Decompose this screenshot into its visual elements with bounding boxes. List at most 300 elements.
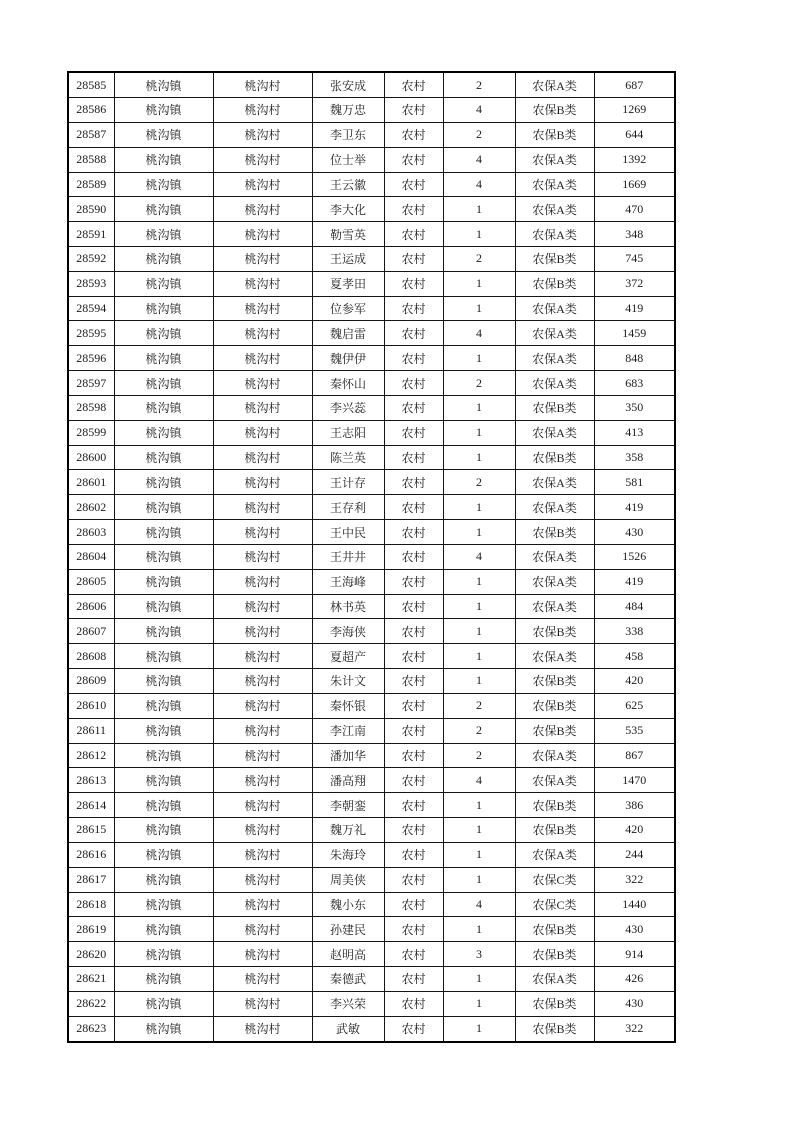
cell-person-count: 1: [443, 644, 515, 669]
table-row: [68, 867, 675, 892]
table-row: [68, 420, 675, 445]
table-row: [68, 1016, 675, 1042]
cell-name: 王计存: [312, 470, 384, 495]
cell-insurance-category: 农保A类: [515, 371, 594, 396]
cell-amount: 430: [594, 520, 675, 545]
cell-person-count: 1: [443, 569, 515, 594]
cell-amount: 914: [594, 942, 675, 967]
cell-residence-type: 农村: [384, 644, 443, 669]
cell-person-count: 1: [443, 395, 515, 420]
cell-residence-type: 农村: [384, 619, 443, 644]
cell-residence-type: 农村: [384, 569, 443, 594]
cell-insurance-category: 农保A类: [515, 72, 594, 98]
cell-village: 桃沟村: [213, 222, 312, 247]
cell-residence-type: 农村: [384, 246, 443, 271]
cell-name: 魏万忠: [312, 98, 384, 123]
table-row: [68, 470, 675, 495]
cell-name: 王中民: [312, 520, 384, 545]
cell-town: 桃沟镇: [114, 72, 213, 98]
cell-amount: 484: [594, 594, 675, 619]
cell-serial: 28611: [68, 718, 114, 743]
cell-amount: 458: [594, 644, 675, 669]
cell-town: 桃沟镇: [114, 867, 213, 892]
cell-village: 桃沟村: [213, 917, 312, 942]
cell-insurance-category: 农保A类: [515, 743, 594, 768]
cell-amount: 419: [594, 495, 675, 520]
cell-person-count: 1: [443, 991, 515, 1016]
cell-serial: 28608: [68, 644, 114, 669]
cell-village: 桃沟村: [213, 321, 312, 346]
table-row: [68, 395, 675, 420]
cell-name: 武敏: [312, 1016, 384, 1042]
cell-insurance-category: 农保B类: [515, 619, 594, 644]
cell-village: 桃沟村: [213, 693, 312, 718]
cell-serial: 28588: [68, 147, 114, 172]
cell-town: 桃沟镇: [114, 942, 213, 967]
cell-insurance-category: 农保B类: [515, 520, 594, 545]
cell-residence-type: 农村: [384, 693, 443, 718]
cell-serial: 28595: [68, 321, 114, 346]
cell-village: 桃沟村: [213, 296, 312, 321]
cell-person-count: 1: [443, 197, 515, 222]
cell-residence-type: 农村: [384, 867, 443, 892]
cell-village: 桃沟村: [213, 644, 312, 669]
cell-person-count: 1: [443, 346, 515, 371]
cell-insurance-category: 农保A类: [515, 569, 594, 594]
cell-town: 桃沟镇: [114, 296, 213, 321]
table-row: [68, 991, 675, 1016]
cell-village: 桃沟村: [213, 569, 312, 594]
cell-residence-type: 农村: [384, 172, 443, 197]
cell-person-count: 1: [443, 669, 515, 694]
cell-name: 秦怀山: [312, 371, 384, 396]
cell-residence-type: 农村: [384, 222, 443, 247]
cell-serial: 28589: [68, 172, 114, 197]
cell-residence-type: 农村: [384, 768, 443, 793]
table-row: [68, 892, 675, 917]
cell-town: 桃沟镇: [114, 544, 213, 569]
cell-person-count: 4: [443, 892, 515, 917]
cell-name: 李海侠: [312, 619, 384, 644]
cell-serial: 28596: [68, 346, 114, 371]
cell-name: 朱海玲: [312, 842, 384, 867]
cell-insurance-category: 农保A类: [515, 768, 594, 793]
cell-town: 桃沟镇: [114, 172, 213, 197]
cell-serial: 28601: [68, 470, 114, 495]
cell-name: 魏万礼: [312, 818, 384, 843]
table-row: [68, 942, 675, 967]
cell-serial: 28609: [68, 669, 114, 694]
cell-insurance-category: 农保B类: [515, 669, 594, 694]
cell-insurance-category: 农保A类: [515, 644, 594, 669]
table-row: [68, 619, 675, 644]
cell-serial: 28615: [68, 818, 114, 843]
cell-person-count: 4: [443, 147, 515, 172]
cell-name: 赵明高: [312, 942, 384, 967]
cell-amount: 348: [594, 222, 675, 247]
cell-name: 潘加华: [312, 743, 384, 768]
table-row: [68, 296, 675, 321]
table-row: [68, 445, 675, 470]
cell-amount: 1392: [594, 147, 675, 172]
cell-village: 桃沟村: [213, 743, 312, 768]
cell-amount: 1470: [594, 768, 675, 793]
cell-amount: 1269: [594, 98, 675, 123]
cell-person-count: 1: [443, 917, 515, 942]
cell-town: 桃沟镇: [114, 768, 213, 793]
cell-insurance-category: 农保B类: [515, 818, 594, 843]
cell-village: 桃沟村: [213, 669, 312, 694]
cell-residence-type: 农村: [384, 793, 443, 818]
table-row: [68, 147, 675, 172]
table-row: [68, 693, 675, 718]
cell-serial: 28597: [68, 371, 114, 396]
cell-village: 桃沟村: [213, 445, 312, 470]
cell-name: 魏伊伊: [312, 346, 384, 371]
cell-serial: 28604: [68, 544, 114, 569]
cell-person-count: 2: [443, 72, 515, 98]
cell-amount: 358: [594, 445, 675, 470]
cell-serial: 28616: [68, 842, 114, 867]
cell-insurance-category: 农保A类: [515, 495, 594, 520]
table-row: [68, 72, 675, 98]
cell-person-count: 4: [443, 544, 515, 569]
cell-village: 桃沟村: [213, 122, 312, 147]
cell-town: 桃沟镇: [114, 818, 213, 843]
cell-name: 魏小东: [312, 892, 384, 917]
cell-serial: 28585: [68, 72, 114, 98]
cell-name: 秦德武: [312, 967, 384, 992]
cell-insurance-category: 农保A类: [515, 967, 594, 992]
cell-village: 桃沟村: [213, 793, 312, 818]
cell-residence-type: 农村: [384, 271, 443, 296]
cell-serial: 28591: [68, 222, 114, 247]
cell-town: 桃沟镇: [114, 594, 213, 619]
cell-residence-type: 农村: [384, 321, 443, 346]
cell-name: 位士举: [312, 147, 384, 172]
cell-serial: 28594: [68, 296, 114, 321]
cell-insurance-category: 农保A类: [515, 470, 594, 495]
cell-village: 桃沟村: [213, 544, 312, 569]
cell-amount: 535: [594, 718, 675, 743]
cell-name: 朱计文: [312, 669, 384, 694]
cell-village: 桃沟村: [213, 967, 312, 992]
cell-village: 桃沟村: [213, 594, 312, 619]
cell-residence-type: 农村: [384, 470, 443, 495]
cell-amount: 413: [594, 420, 675, 445]
cell-amount: 322: [594, 867, 675, 892]
table-row: [68, 669, 675, 694]
table-row: [68, 222, 675, 247]
cell-town: 桃沟镇: [114, 122, 213, 147]
cell-person-count: 1: [443, 619, 515, 644]
cell-name: 潘高翔: [312, 768, 384, 793]
table-row: [68, 818, 675, 843]
cell-person-count: 3: [443, 942, 515, 967]
cell-person-count: 2: [443, 246, 515, 271]
cell-insurance-category: 农保A类: [515, 594, 594, 619]
cell-town: 桃沟镇: [114, 917, 213, 942]
cell-person-count: 2: [443, 122, 515, 147]
cell-town: 桃沟镇: [114, 644, 213, 669]
cell-village: 桃沟村: [213, 842, 312, 867]
cell-insurance-category: 农保B类: [515, 445, 594, 470]
cell-residence-type: 农村: [384, 917, 443, 942]
cell-amount: 430: [594, 991, 675, 1016]
table-row: [68, 122, 675, 147]
cell-name: 孙建民: [312, 917, 384, 942]
cell-residence-type: 农村: [384, 544, 443, 569]
cell-town: 桃沟镇: [114, 246, 213, 271]
cell-amount: 420: [594, 669, 675, 694]
cell-town: 桃沟镇: [114, 842, 213, 867]
cell-amount: 1669: [594, 172, 675, 197]
cell-insurance-category: 农保B类: [515, 246, 594, 271]
cell-insurance-category: 农保A类: [515, 420, 594, 445]
cell-town: 桃沟镇: [114, 470, 213, 495]
cell-insurance-category: 农保B类: [515, 718, 594, 743]
cell-amount: 581: [594, 470, 675, 495]
cell-serial: 28617: [68, 867, 114, 892]
cell-serial: 28592: [68, 246, 114, 271]
cell-amount: 687: [594, 72, 675, 98]
cell-village: 桃沟村: [213, 371, 312, 396]
table-row: [68, 718, 675, 743]
cell-person-count: 1: [443, 793, 515, 818]
table-row: [68, 172, 675, 197]
cell-town: 桃沟镇: [114, 669, 213, 694]
cell-village: 桃沟村: [213, 172, 312, 197]
cell-village: 桃沟村: [213, 991, 312, 1016]
cell-name: 秦怀银: [312, 693, 384, 718]
table-row: [68, 371, 675, 396]
table-row: [68, 594, 675, 619]
cell-residence-type: 农村: [384, 1016, 443, 1042]
cell-insurance-category: 农保A类: [515, 544, 594, 569]
cell-village: 桃沟村: [213, 147, 312, 172]
cell-serial: 28613: [68, 768, 114, 793]
table-row: [68, 544, 675, 569]
cell-name: 李朝銮: [312, 793, 384, 818]
cell-person-count: 2: [443, 743, 515, 768]
table-row: [68, 917, 675, 942]
cell-serial: 28620: [68, 942, 114, 967]
cell-village: 桃沟村: [213, 768, 312, 793]
cell-serial: 28607: [68, 619, 114, 644]
cell-amount: 420: [594, 818, 675, 843]
cell-amount: 372: [594, 271, 675, 296]
cell-insurance-category: 农保A类: [515, 172, 594, 197]
cell-person-count: 2: [443, 693, 515, 718]
cell-person-count: 1: [443, 420, 515, 445]
cell-person-count: 1: [443, 520, 515, 545]
cell-name: 李兴荣: [312, 991, 384, 1016]
cell-village: 桃沟村: [213, 395, 312, 420]
cell-town: 桃沟镇: [114, 520, 213, 545]
cell-town: 桃沟镇: [114, 222, 213, 247]
cell-residence-type: 农村: [384, 594, 443, 619]
cell-person-count: 1: [443, 222, 515, 247]
cell-residence-type: 农村: [384, 147, 443, 172]
cell-insurance-category: 农保B类: [515, 98, 594, 123]
records-table: [67, 71, 676, 1043]
cell-serial: 28593: [68, 271, 114, 296]
cell-serial: 28622: [68, 991, 114, 1016]
cell-residence-type: 农村: [384, 72, 443, 98]
cell-residence-type: 农村: [384, 395, 443, 420]
cell-insurance-category: 农保C类: [515, 867, 594, 892]
cell-person-count: 1: [443, 445, 515, 470]
cell-village: 桃沟村: [213, 346, 312, 371]
cell-insurance-category: 农保B类: [515, 793, 594, 818]
cell-town: 桃沟镇: [114, 98, 213, 123]
cell-residence-type: 农村: [384, 842, 443, 867]
table-row: [68, 520, 675, 545]
cell-name: 王海峰: [312, 569, 384, 594]
cell-insurance-category: 农保B类: [515, 1016, 594, 1042]
cell-residence-type: 农村: [384, 991, 443, 1016]
cell-name: 王运成: [312, 246, 384, 271]
cell-village: 桃沟村: [213, 1016, 312, 1042]
cell-town: 桃沟镇: [114, 321, 213, 346]
cell-village: 桃沟村: [213, 718, 312, 743]
cell-amount: 1440: [594, 892, 675, 917]
cell-person-count: 1: [443, 818, 515, 843]
table-row: [68, 644, 675, 669]
cell-person-count: 1: [443, 867, 515, 892]
cell-village: 桃沟村: [213, 892, 312, 917]
cell-serial: 28621: [68, 967, 114, 992]
cell-village: 桃沟村: [213, 246, 312, 271]
cell-serial: 28590: [68, 197, 114, 222]
cell-name: 魏启雷: [312, 321, 384, 346]
cell-name: 李卫东: [312, 122, 384, 147]
table-row: [68, 495, 675, 520]
cell-person-count: 1: [443, 495, 515, 520]
cell-serial: 28586: [68, 98, 114, 123]
cell-residence-type: 农村: [384, 346, 443, 371]
cell-residence-type: 农村: [384, 495, 443, 520]
cell-name: 王志阳: [312, 420, 384, 445]
cell-town: 桃沟镇: [114, 147, 213, 172]
cell-serial: 28606: [68, 594, 114, 619]
table-row: [68, 842, 675, 867]
cell-village: 桃沟村: [213, 98, 312, 123]
cell-person-count: 4: [443, 321, 515, 346]
cell-serial: 28600: [68, 445, 114, 470]
cell-amount: 625: [594, 693, 675, 718]
cell-village: 桃沟村: [213, 470, 312, 495]
cell-residence-type: 农村: [384, 942, 443, 967]
cell-amount: 419: [594, 296, 675, 321]
cell-village: 桃沟村: [213, 271, 312, 296]
cell-town: 桃沟镇: [114, 420, 213, 445]
cell-person-count: 1: [443, 967, 515, 992]
cell-person-count: 1: [443, 296, 515, 321]
cell-name: 李兴蕊: [312, 395, 384, 420]
table-body: [68, 72, 675, 1042]
table-row: [68, 768, 675, 793]
cell-amount: 1459: [594, 321, 675, 346]
cell-village: 桃沟村: [213, 942, 312, 967]
cell-insurance-category: 农保A类: [515, 842, 594, 867]
cell-person-count: 1: [443, 271, 515, 296]
cell-insurance-category: 农保A类: [515, 147, 594, 172]
cell-amount: 338: [594, 619, 675, 644]
cell-name: 夏孝田: [312, 271, 384, 296]
cell-town: 桃沟镇: [114, 892, 213, 917]
cell-insurance-category: 农保B类: [515, 693, 594, 718]
cell-name: 夏超产: [312, 644, 384, 669]
cell-person-count: 1: [443, 1016, 515, 1042]
cell-person-count: 1: [443, 842, 515, 867]
cell-insurance-category: 农保A类: [515, 296, 594, 321]
cell-amount: 244: [594, 842, 675, 867]
cell-town: 桃沟镇: [114, 619, 213, 644]
cell-amount: 419: [594, 569, 675, 594]
cell-village: 桃沟村: [213, 818, 312, 843]
cell-amount: 470: [594, 197, 675, 222]
cell-residence-type: 农村: [384, 197, 443, 222]
cell-name: 李江南: [312, 718, 384, 743]
cell-town: 桃沟镇: [114, 718, 213, 743]
cell-residence-type: 农村: [384, 967, 443, 992]
cell-amount: 867: [594, 743, 675, 768]
cell-amount: 350: [594, 395, 675, 420]
cell-residence-type: 农村: [384, 122, 443, 147]
cell-serial: 28587: [68, 122, 114, 147]
cell-village: 桃沟村: [213, 867, 312, 892]
cell-town: 桃沟镇: [114, 371, 213, 396]
cell-village: 桃沟村: [213, 420, 312, 445]
cell-person-count: 1: [443, 594, 515, 619]
cell-serial: 28598: [68, 395, 114, 420]
cell-insurance-category: 农保B类: [515, 271, 594, 296]
cell-amount: 1526: [594, 544, 675, 569]
cell-insurance-category: 农保B类: [515, 122, 594, 147]
cell-residence-type: 农村: [384, 420, 443, 445]
cell-amount: 430: [594, 917, 675, 942]
cell-person-count: 2: [443, 718, 515, 743]
cell-amount: 322: [594, 1016, 675, 1042]
cell-name: 位参军: [312, 296, 384, 321]
table-row: [68, 98, 675, 123]
cell-residence-type: 农村: [384, 818, 443, 843]
cell-name: 王井井: [312, 544, 384, 569]
table-row: [68, 967, 675, 992]
table-row: [68, 346, 675, 371]
cell-insurance-category: 农保A类: [515, 222, 594, 247]
cell-town: 桃沟镇: [114, 495, 213, 520]
cell-town: 桃沟镇: [114, 793, 213, 818]
cell-serial: 28618: [68, 892, 114, 917]
cell-insurance-category: 农保A类: [515, 346, 594, 371]
cell-town: 桃沟镇: [114, 693, 213, 718]
cell-residence-type: 农村: [384, 743, 443, 768]
table-row: [68, 197, 675, 222]
table-row: [68, 569, 675, 594]
table-row: [68, 246, 675, 271]
cell-village: 桃沟村: [213, 520, 312, 545]
cell-name: 林书英: [312, 594, 384, 619]
cell-serial: 28623: [68, 1016, 114, 1042]
table-row: [68, 321, 675, 346]
table-row: [68, 793, 675, 818]
cell-name: 周美侠: [312, 867, 384, 892]
cell-insurance-category: 农保B类: [515, 917, 594, 942]
cell-insurance-category: 农保A类: [515, 197, 594, 222]
cell-person-count: 4: [443, 172, 515, 197]
